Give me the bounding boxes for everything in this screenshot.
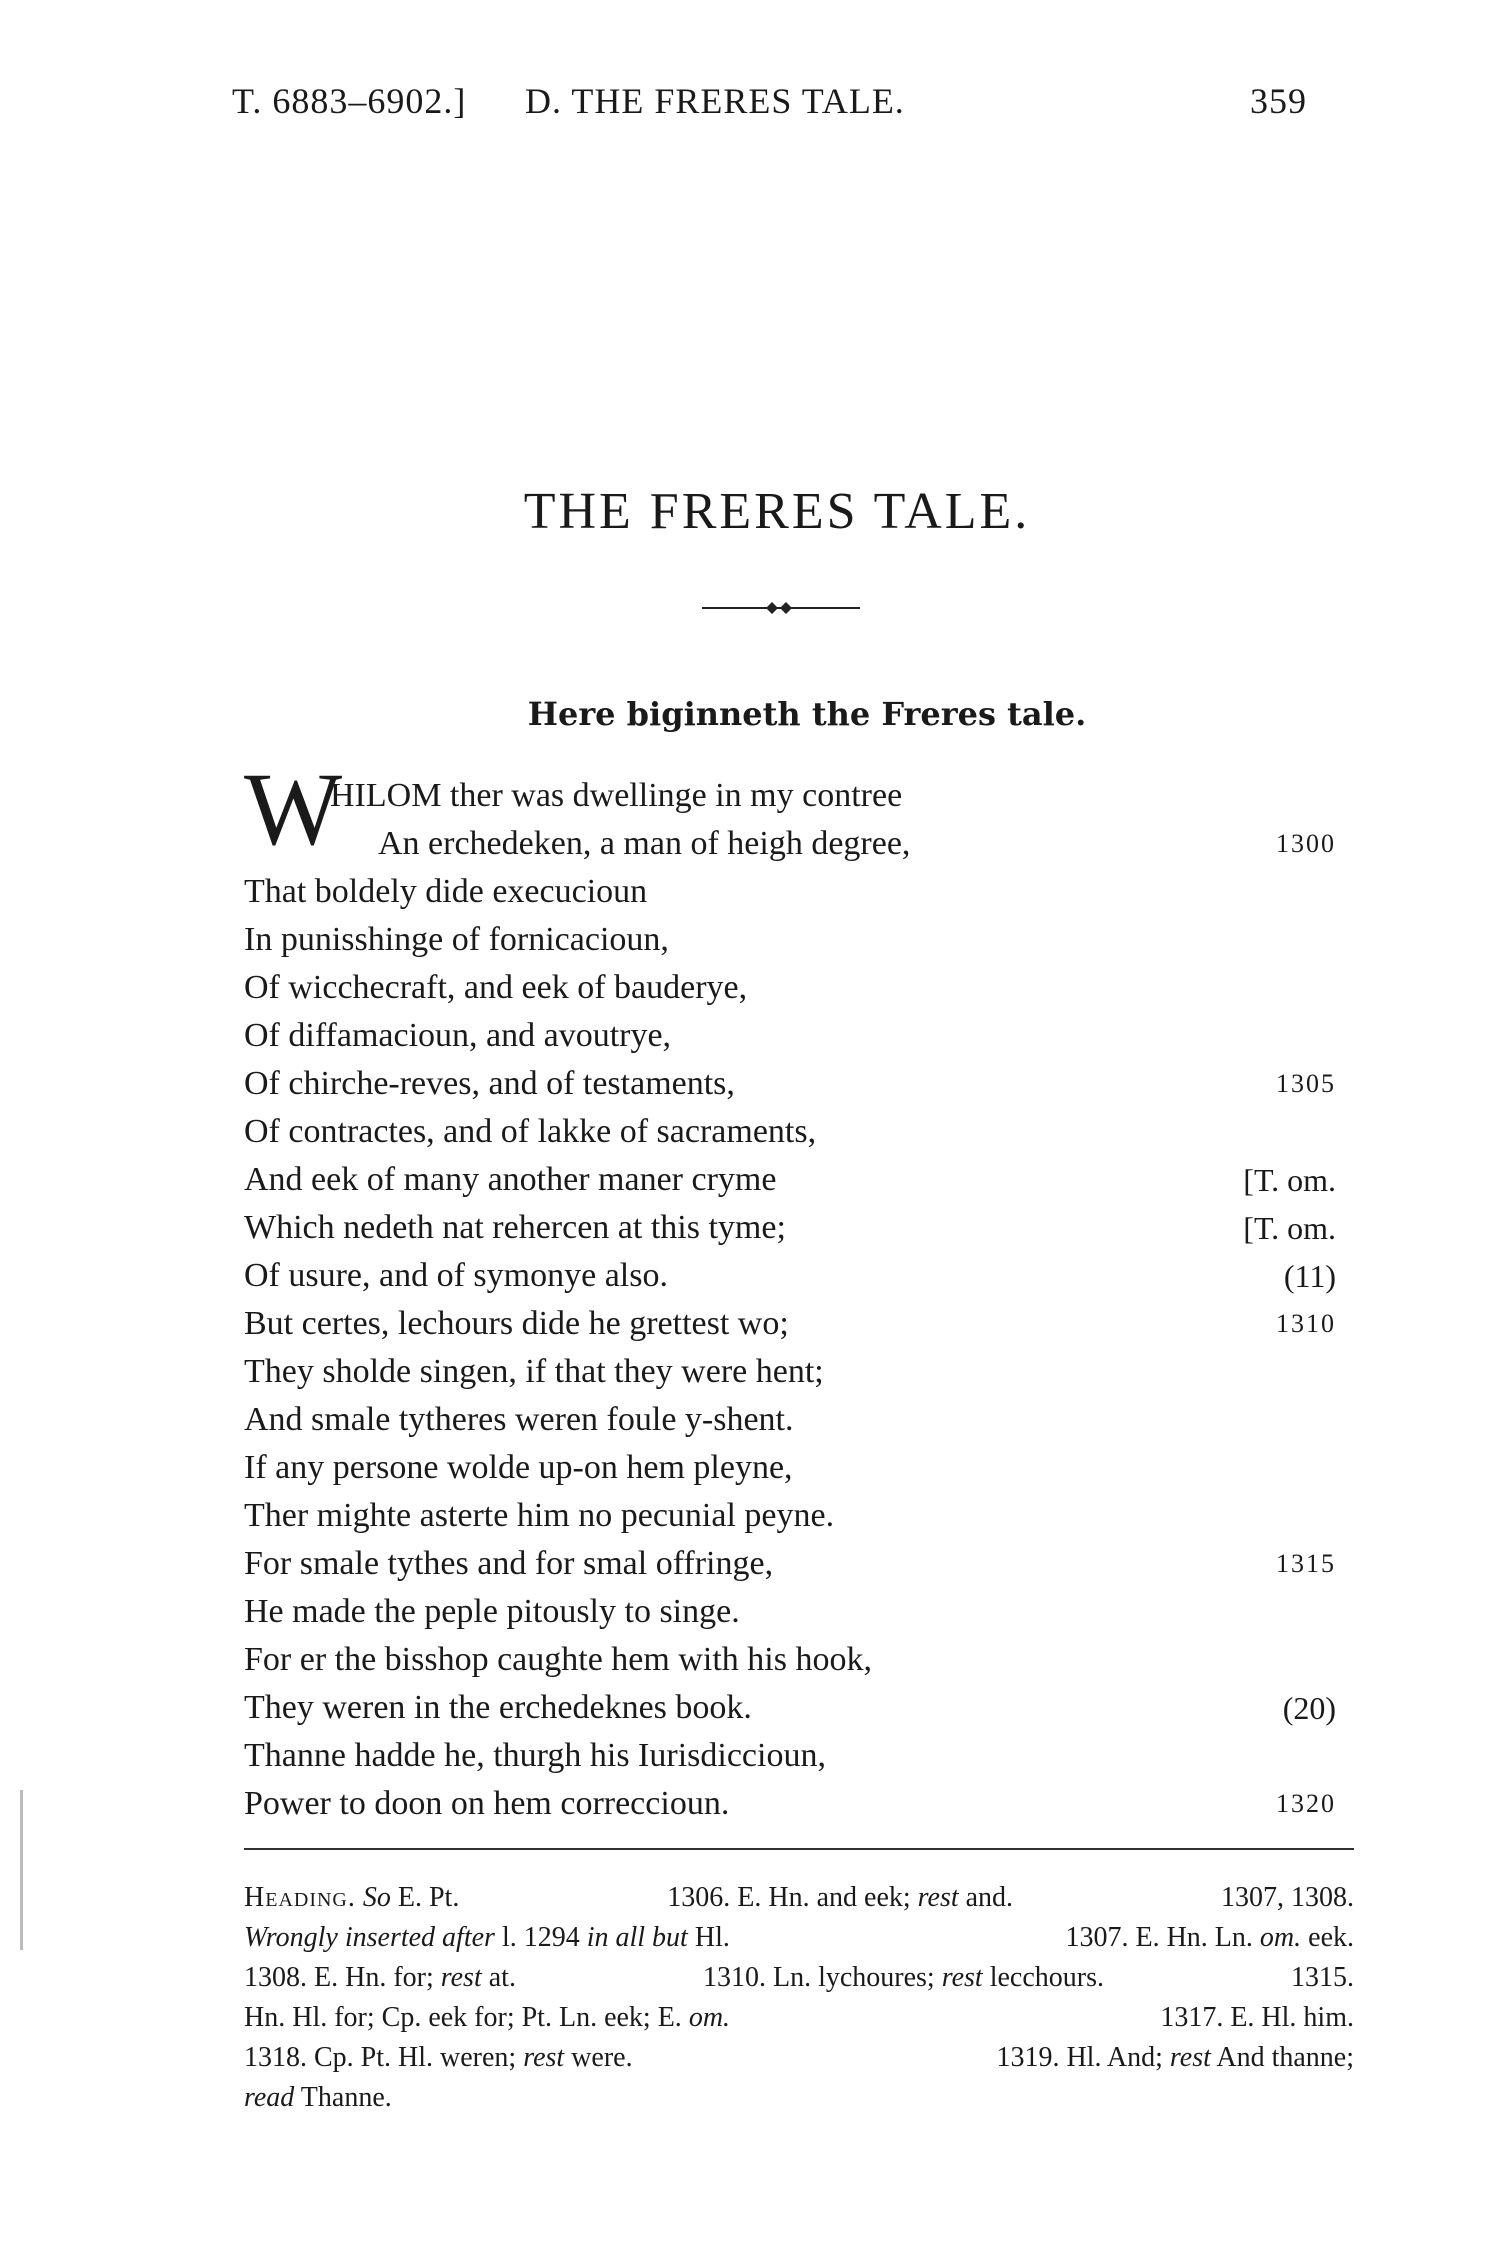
footnote-line: 1318. Cp. Pt. Hl. weren; rest were. 1319. Hl. And; rest And thanne;	[244, 2042, 1354, 2073]
running-head-title: D. THE FRERES TALE.	[525, 81, 905, 121]
poem-line: If any persone wolde up-on hem pleyne,	[244, 1449, 793, 1486]
line-number: 1300	[1276, 829, 1336, 858]
line-number: 1310	[1276, 1309, 1336, 1338]
poem-line: Ther mighte asterte him no pecunial peyne.	[244, 1497, 835, 1534]
poem-line: Of wicchecraft, and eek of bauderye,	[244, 969, 748, 1006]
ornament-divider-icon	[702, 598, 860, 618]
poem-line: Of chirche-reves, and of testaments, 1305	[244, 1060, 1354, 1108]
margin-note: [T. om.	[1243, 1210, 1336, 1246]
poem-line: HILOM ther was dwellinge in my contree	[330, 777, 903, 814]
poem-line: But certes, lechours dide he grettest wo; 1310	[244, 1300, 1354, 1348]
margin-line-count: (11)	[1283, 1258, 1336, 1294]
binding-edge-mark	[20, 1790, 23, 1950]
poem-line: Of usure, and of symonye also. (11)	[244, 1252, 1354, 1300]
poem-line: For er the bisshop caughte hem with his hook,	[244, 1641, 872, 1678]
drop-cap: W	[244, 752, 343, 867]
poem-line: They sholde singen, if that they were hent;	[244, 1353, 824, 1390]
poem-line: An erchedeken, a man of heigh degree, 1300	[244, 820, 1354, 868]
poem-line: Of diffamacioun, and avoutrye,	[244, 1017, 672, 1054]
footnote-line: 1308. E. Hn. for; rest at. 1310. Ln. lychoures; rest lecchours. 1315.	[244, 1962, 1354, 1993]
margin-line-count: (20)	[1282, 1690, 1336, 1726]
poem-line: Of contractes, and of lakke of sacraments,	[244, 1113, 817, 1150]
footnote-line: Heading. So E. Pt. 1306. E. Hn. and eek; rest and. 1307, 1308.	[244, 1882, 1354, 1913]
margin-note: [T. om.	[1243, 1162, 1336, 1198]
poem-line: They weren in the erchedeknes book. (20)	[244, 1684, 1354, 1732]
line-number: 1305	[1276, 1069, 1336, 1098]
footnote-line: Hn. Hl. for; Cp. eek for; Pt. Ln. eek; E. om. 1317. E. Hl. him.	[244, 2002, 1354, 2033]
line-number: 1315	[1276, 1549, 1336, 1578]
poem-line: He made the peple pitously to singe.	[244, 1593, 740, 1630]
running-head-line-range: T. 6883–6902.]	[232, 81, 467, 121]
poem-line: And eek of many another maner cryme [T. om.	[244, 1156, 1354, 1204]
poem-line: Thanne hadde he, thurgh his Iurisdiccioun,	[244, 1737, 826, 1774]
poem-line: For smale tythes and for smal offringe, 1315	[244, 1540, 1354, 1588]
line-number: 1320	[1276, 1789, 1336, 1818]
poem-line: Which nedeth nat rehercen at this tyme; [T. om.	[244, 1204, 1354, 1252]
footnote-line: Wrongly inserted after l. 1294 in all but Hl. 1307. E. Hn. Ln. om. eek.	[244, 1922, 1354, 1953]
poem-line: Power to doon on hem correccioun. 1320	[244, 1780, 1354, 1828]
tale-title: THE FRERES TALE.	[523, 483, 1031, 540]
footnote-divider	[244, 1848, 1354, 1850]
poem-line: That boldely dide execucioun	[244, 873, 648, 910]
footnote-line: read Thanne.	[244, 2082, 392, 2113]
poem-line: In punisshinge of fornicacioun,	[244, 921, 669, 958]
section-heading: Here biginneth the Freres tale.	[527, 695, 1087, 733]
poem-line: And smale tytheres weren foule y-shent.	[244, 1401, 794, 1438]
page-number: 359	[1250, 81, 1307, 121]
